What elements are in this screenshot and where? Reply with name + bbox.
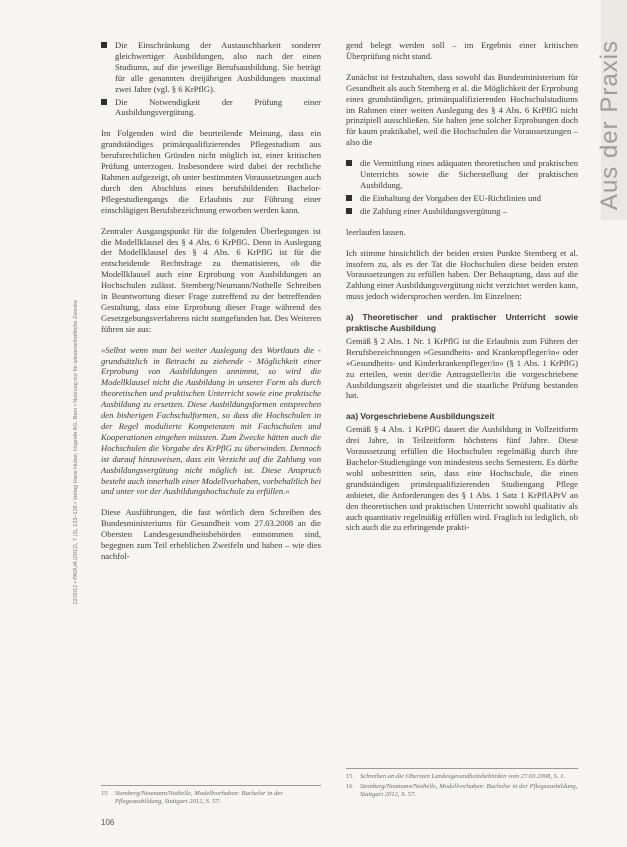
- footnote: [346, 773, 578, 781]
- list-item: Die Notwendigkeit der Prüfung einer Ausbildungsvergütung.: [101, 97, 321, 119]
- footnote: [346, 783, 578, 799]
- paragraph: Zentraler Ausgangspunkt für die folgenden Überlegungen ist die Modellklausel des § 4 Abs. 6 KrPflG. Denn in Auslegung der Modellklausel des § 4 Abs. 6 KrPflG ist für die entscheidende Rechtsfrage zu thematisieren, ob die Modellklausel auch eine Erprobung von Ausbildungen an Hochschulen zulässt. Stemberg/Neumann/Nothelle Schreiben in Beantwortung dieser Frage zutreffend zu der betreffenden Gestaltung, dass eine Erprobung dieser Frage während des Gesetzgebungsverfahrens nicht stattgefunden hat. Des Weiteren führen sie aus:: [101, 225, 321, 334]
- paragraph: Zunächst ist festzuhalten, dass sowohl das Bundesministerium für Gesundheit als auch Stemberg et al. die Möglichkeit der Erprobung eines grundständigen, primärqualifizierenden Hochschulstudiums im Rahmen einer weiten Auslegung des § 4 Abs. 6 KrPflG nicht prinzipiell ausschließen. Sie halten jene solcher Erprobungen doch für kaum praktikabel, weil die Hochschulen die Voraussetzungen – also die: [346, 71, 578, 148]
- section-title: Aus der Praxis: [596, 40, 623, 211]
- square-bullet-icon: [346, 208, 352, 214]
- subheading: a) Theoretischer und praktischer Unterricht sowie praktische Ausbildung: [346, 312, 578, 334]
- square-bullet-icon: [101, 99, 107, 105]
- paragraph: Im Folgenden wird die beurteilende Meinung, dass ein grundständiges primärqualifizierendes Pflegestudium aus berufsrechtlichen Gründen nicht möglich ist, einer kritischen Prüfung unterzogen. Insbesondere wird dabei der rechtliche Rahmen aufgezeigt, ob unter bestimmten Voraussetzungen auch durch den Abschluss eines berufsbildenden Bachelor-Pflegestudiengangs die Erlaubnis zur Führung einer einschlägigen Berufsbezeichnung erworben werden kann.: [101, 128, 321, 215]
- footnote-number: 16: [346, 783, 353, 790]
- paragraph: leerlaufen lassen.: [346, 226, 406, 237]
- section-header-strip: [596, 0, 627, 220]
- left-footnotes: [101, 785, 321, 808]
- paragraph: Diese Ausführungen, die fast wörtlich dem Schreiben des Bundesministeriums für Gesundheit vom 27.03.2008 an die Obersten Landesgesundheitsbehörden entnommen sind, begegnen zum Teil erheblichen Zweifeln und haben – wie dies nachfol-: [101, 507, 321, 561]
- paragraph: gend belegt werden soll – im Ergebnis einer kritischen Überprüfung nicht stand.: [346, 40, 578, 61]
- footnote: [101, 790, 321, 806]
- square-bullet-icon: [101, 42, 107, 48]
- footnote-text: Stemberg/Neumann/Nothelle, Modellvorhaben: Bachelor in der Pflegeausbildung, Stuttgart 2012, S. 57.: [115, 790, 283, 805]
- left-column: [101, 40, 321, 572]
- list-item: die Zahlung einer Ausbildungsvergütung –: [346, 206, 578, 217]
- square-bullet-icon: [346, 195, 352, 201]
- right-bullet-list: [346, 158, 578, 217]
- sidebar-citation: 12/2012 • PADUA (2012), 7 (3), 123–126 • Verlag Hans Huber, Hogrefe AG, Bern • Nutzung nur für wissenschaftliche Zwecke: [73, 300, 79, 605]
- list-item: Die Einschränkung der Austauschbarkeit sonderer gleichwertiger Ausbildungen, also nach der einen Studiums, auf die jeweilige Berufsausbildung. Sie beträgt für alle genannten dreijährigen Ausbildungen maximal zwei Jahre (vgl. § 6 KrPflG).: [101, 40, 321, 95]
- paragraph: Gemäß § 4 Abs. 1 KrPflG dauert die Ausbildung in Vollzeitform drei Jahre, in Teilzeitform höchstens fünf Jahre. Diese Voraussetzung erfüllen die Hochschulen regelmäßig durch ihre Bachelor-Studiengänge von mindestens sechs Semestern. Es dürfte wohl unbestritten sein, dass eine Hochschule, die einen grundständigen primärqualifizierenden Studiengang Pflege anbietet, die Anforderungen des § 1 Abs. 1 Satz 1 KrPflAPrV an den theoretischen und praktischen Unterricht sowohl qualitativ als auch quantitativ regelmäßig erfüllen wird. Fraglich ist lediglich, ob sich auch die zu erbringende prakti-: [346, 424, 578, 533]
- right-column: [346, 40, 578, 543]
- footnote-number: 15: [101, 790, 108, 797]
- square-bullet-icon: [346, 160, 352, 166]
- left-bullet-list: [101, 40, 321, 118]
- subheading: aa) Vorgeschriebene Ausbildungszeit: [346, 411, 495, 422]
- right-footnotes: [346, 768, 578, 801]
- paragraph: Gemäß § 2 Abs. 1 Nr. 1 KrPflG ist die Erlaubnis zum Führen der Berufsbezeichnungen »Gesundheits- und Krankenpfleger/in« oder »Gesundheits- und Kinderkrankenpfleger/in« (§ 1 Abs. 1 KrPflG) zu erteilen, wenn der/die Antragsteller/in die vorgeschriebene Ausbildungszeit abgeleistet und die staatliche Prüfung bestanden hat.: [346, 335, 578, 401]
- block-quote: »Selbst wenn man bei weiter Auslegung des Wortlauts die - grundsätzlich in Betracht zu ziehende - Möglichkeit einer Erprobung von Ausbildungen annimmt, so wird die Modellklausel nicht die Ausbildung in unserer Form als durch theoretischen und praktischen Unterricht sowie eine praktische Ausbildung zu ersetzen. Diese Ausbildungsformen entsprechen den bisherigen Fachschulformen, so dass die Hochschulen in der Regel modulierte Kompetenzen mit Fachschulen und Kooperationen eingehen müssten. Zum Zwecke hätten auch die Hochschulen die Vorgabe des KrPflG zu überwinden. Dennoch ist darauf hinzuweisen, dass ein Verzicht auf die Zahlung von Ausbildungsvergütung nicht möglich ist. Diese Anspruch besteht auch innerhalb einer Modellvorhaben, vorbehaltlich bei und unter vor der Ausbildungshochschule zu erfüllen.«: [101, 344, 321, 497]
- list-item: die Einhaltung der Vorgaben der EU-Richtlinien und: [346, 193, 578, 204]
- footnote-text: Schreiben an die Obersten Landesgesundheitsbehörden vom 27.03.2008, S. 1.: [360, 773, 566, 780]
- paragraph: Ich stimme hinsichtlich der beiden ersten Punkte Stemberg et al. insofern zu, als es der Tat die Hochschulen diese beiden ersten Voraussetzungen zu erfüllen haben. Der Behauptung, dass auf die Zahlung einer Ausbildungsvergütung nicht verzichtet werden kann, muss jedoch widersprochen werden. Im Einzelnen:: [346, 247, 578, 302]
- page-number: 106: [101, 818, 115, 827]
- footnote-number: 15: [346, 773, 353, 780]
- list-item: die Vermittlung eines adäquaten theoretischen und praktischen Unterrichts sowie die Sicherstellung der praktischen Ausbildung,: [346, 158, 578, 191]
- footnote-text: Stemberg/Neumann/Nothelle, Modellvorhaben: Bachelor in der Pflegeausbildung, Stuttgart 2012, S. 57.: [360, 783, 578, 798]
